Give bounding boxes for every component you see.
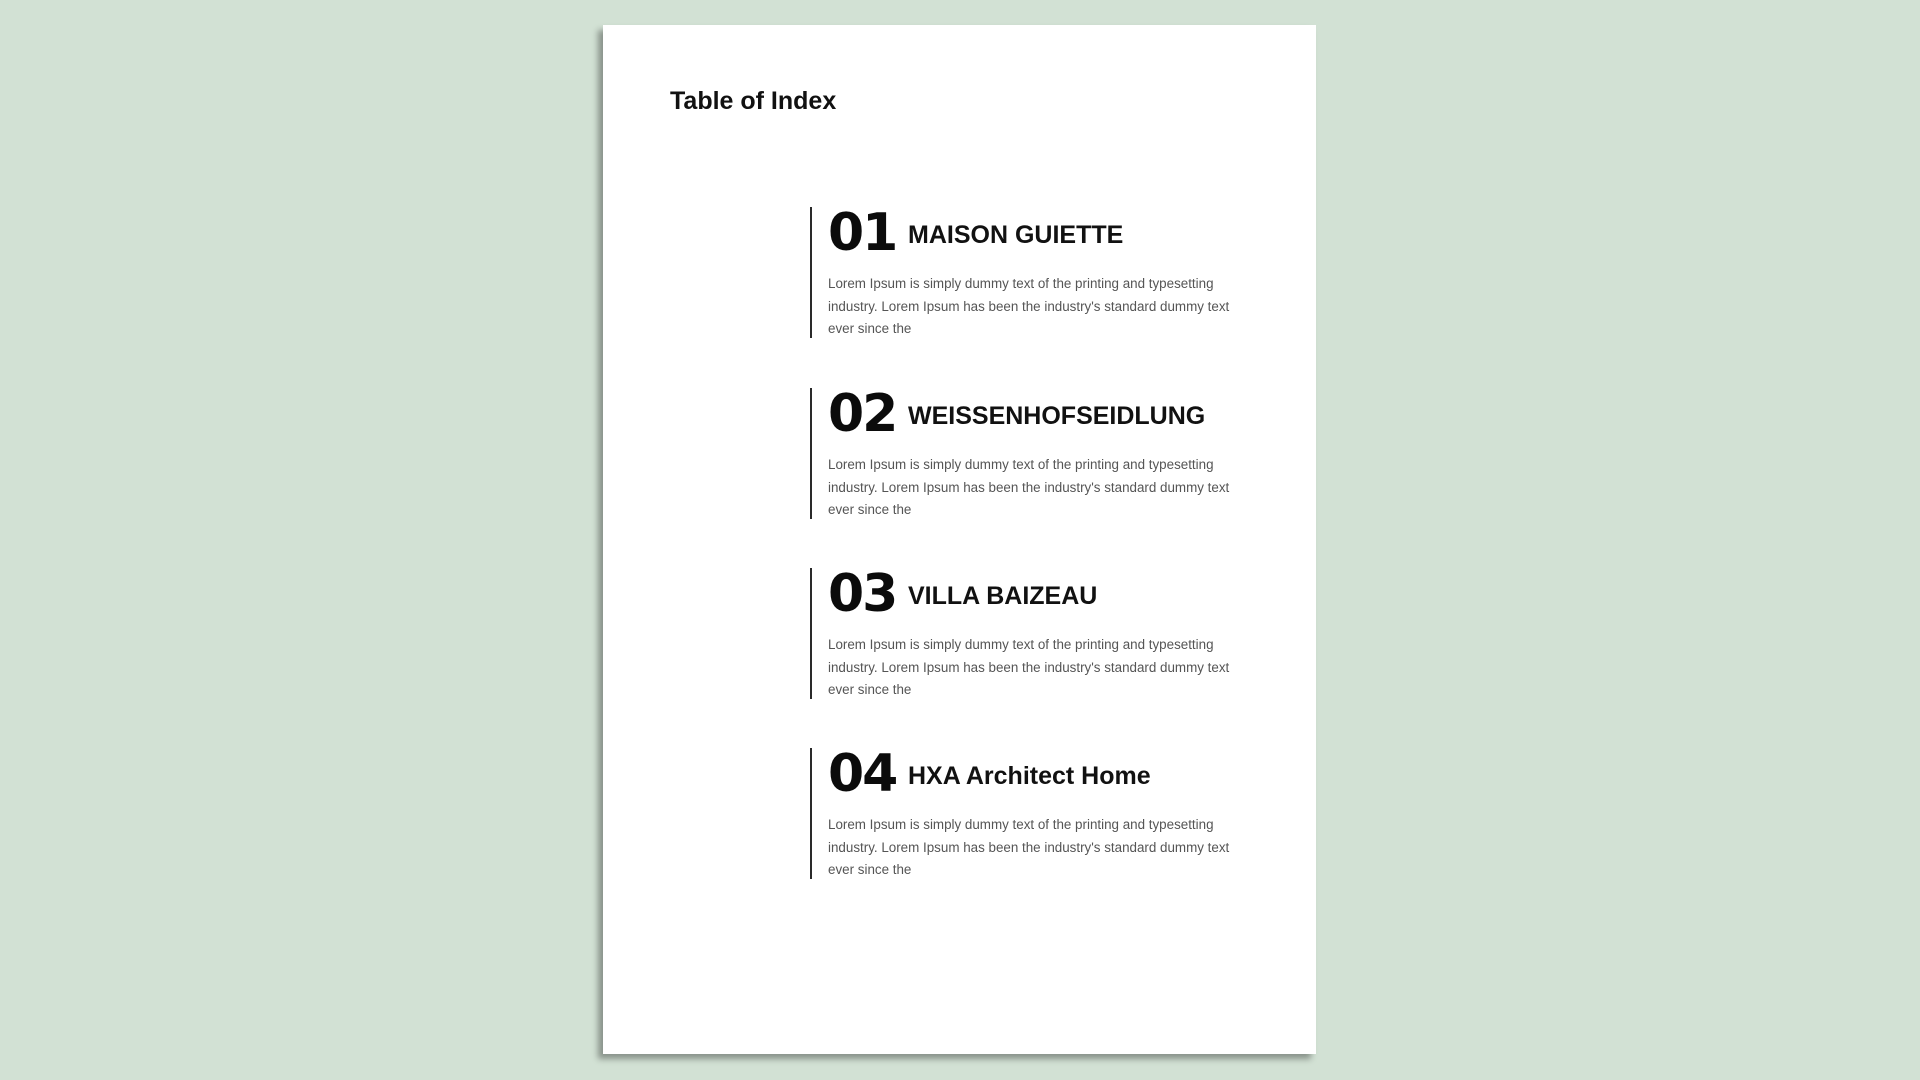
entry-number: 02: [828, 384, 897, 444]
entry-title: MAISON GUIETTE: [908, 221, 1124, 249]
page-title: Table of Index: [670, 87, 837, 115]
index-entry-4: [810, 744, 1252, 879]
entry-number: 01: [828, 203, 897, 263]
index-entry-1: [810, 203, 1252, 338]
index-entry-2: [810, 384, 1252, 519]
entry-description: Lorem Ipsum is simply dummy text of the printing and typesetting industry. Lorem Ipsum has been the industry's standard dummy text ever since the: [828, 457, 1230, 517]
entry-description: Lorem Ipsum is simply dummy text of the printing and typesetting industry. Lorem Ipsum has been the industry's standard dummy text ever since the: [828, 637, 1230, 697]
entry-number: 03: [828, 564, 897, 624]
entry-title: WEISSENHOFSEIDLUNG: [908, 402, 1206, 430]
entry-description: Lorem Ipsum is simply dummy text of the printing and typesetting industry. Lorem Ipsum has been the industry's standard dummy text ever since the: [828, 276, 1230, 336]
document-page: [603, 25, 1316, 1054]
entry-title: HXA Architect Home: [908, 762, 1151, 790]
entry-description: Lorem Ipsum is simply dummy text of the printing and typesetting industry. Lorem Ipsum has been the industry's standard dummy text ever since the: [828, 817, 1230, 877]
index-entry-3: [810, 564, 1252, 699]
entry-number: 04: [828, 744, 897, 804]
entry-title: VILLA BAIZEAU: [908, 582, 1098, 610]
